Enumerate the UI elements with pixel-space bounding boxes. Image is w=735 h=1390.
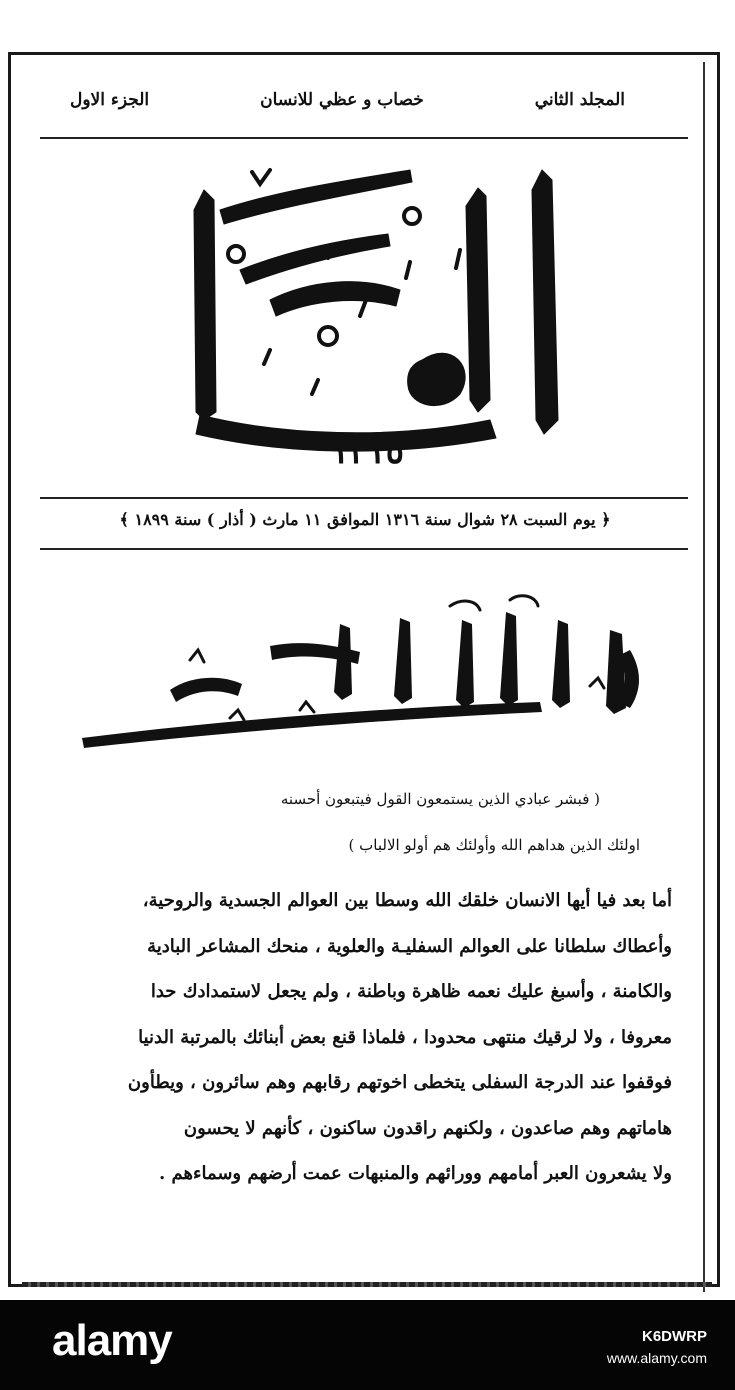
watermark-url: www.alamy.com bbox=[606, 1350, 707, 1366]
body-line: هاماتهم وهم صاعدون ، ولكنهم راقدون ساكنون ، كأنهم لا يحسون bbox=[183, 1117, 672, 1139]
body-line: معروفا ، ولا لرقيك منتهى محدودا ، فلماذا قنع بعض أبنائك بالمرتبة الدنيا bbox=[138, 1026, 672, 1048]
basmala-calligraphy bbox=[70, 590, 670, 750]
watermark-image-id: K6DWRP bbox=[641, 1328, 707, 1345]
header-row bbox=[70, 90, 625, 110]
dateline-bottom-rule bbox=[40, 548, 688, 550]
masthead-calligraphy bbox=[160, 150, 580, 470]
dateline-top-rule bbox=[40, 497, 688, 499]
masthead-year: ١٣١٥ bbox=[330, 432, 405, 472]
bottom-rule bbox=[22, 1282, 712, 1287]
header-part: الجزء الاول bbox=[70, 90, 150, 110]
dateline: ﴿ يوم السبت ٢٨ شوال سنة ١٣١٦ الموافق ١١ مارث ( أذار ) سنة ١٨٩٩ ﴾ bbox=[119, 510, 611, 529]
header-rule bbox=[40, 137, 688, 139]
watermark-logo: alamy bbox=[52, 1316, 172, 1365]
header-volume: المجلد الثاني bbox=[534, 90, 625, 110]
body-line: والكامنة ، وأسبغ عليك نعمه ظاهرة وباطنة ، ولم يجعل لاستمدادك حدا bbox=[150, 981, 672, 1002]
body-line: وأعطاك سلطانا على العوالم السفليـة والعلوية ، منحك المشاعر البادية bbox=[147, 935, 672, 957]
verse-line-2: اولئك الذين هداهم الله وأولئك هم أولو الالباب ) bbox=[348, 836, 640, 854]
body-text bbox=[52, 878, 672, 1197]
body-line: أما بعد فيا أيها الانسان خلقك الله وسطا بين العوالم الجسدية والروحية، bbox=[142, 890, 672, 911]
body-line: ولا يشعرون العبر أمامهم وورائهم والمنبهات عمت أرضهم وسماءهم . bbox=[158, 1163, 672, 1184]
body-line: فوقفوا عند الدرجة السفلى يتخطى اخوتهم رقابهم وهم سائرون ، ويطأون bbox=[127, 1072, 672, 1093]
header-motto: خصاب و عظي للانسان bbox=[260, 90, 424, 110]
verse-line-1: ( فبشر عبادي الذين يستمعون القول فيتبعون أحسنه bbox=[280, 790, 600, 808]
